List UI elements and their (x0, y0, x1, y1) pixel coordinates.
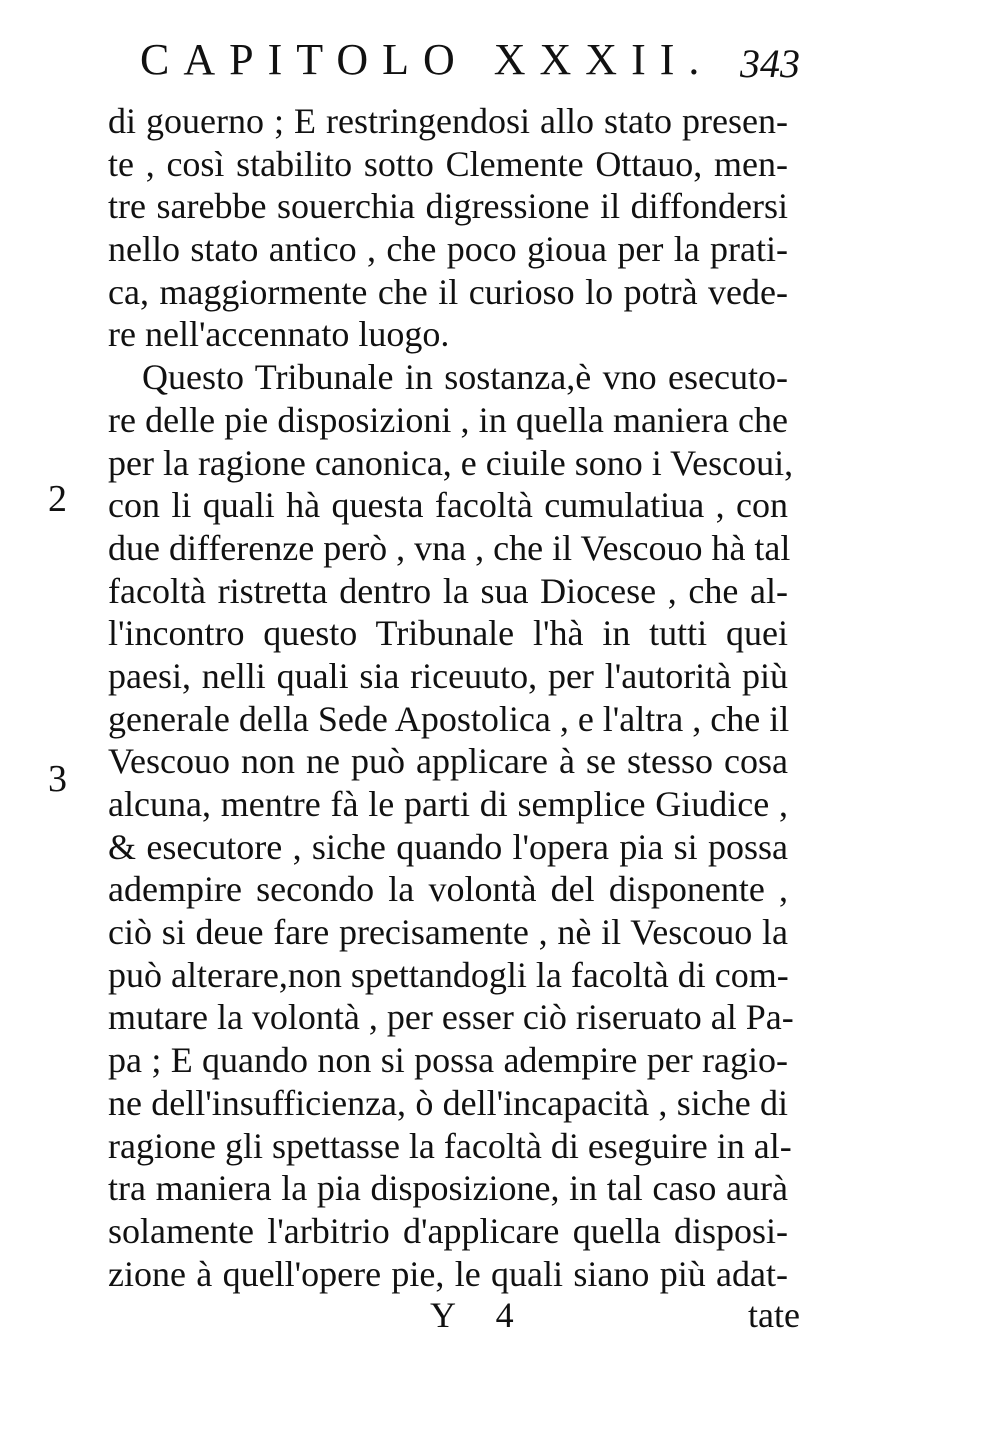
text-line: ragione gli spettasse la facoltà di eseguire in al- (108, 1125, 792, 1166)
text-line: due differenze però , vna , che il Vescouo hà tal (108, 527, 791, 568)
signature-mark: Y 4 (430, 1295, 530, 1335)
text-line: ne dell'insufficienza, ò dell'incapacità , siche di (108, 1082, 788, 1123)
margin-note-3: 3 (48, 758, 67, 800)
text-line: può alterare,non spettandogli la facoltà di com- (108, 954, 789, 995)
text-line: facoltà ristretta dentro la sua Diocese , che al- (108, 570, 788, 611)
page-number: 343 (740, 41, 800, 86)
text-line: te , così stabilito sotto Clemente Ottauo, men- (108, 143, 788, 184)
text-line: nello stato antico , che poco gioua per la prati- (108, 229, 788, 270)
text-line: per la ragione canonica, e ciuile sono i Vescoui, (108, 442, 794, 483)
catchword: tate (748, 1295, 800, 1335)
text-line: Questo Tribunale in sostanza,è vno esecuto- (142, 357, 788, 398)
text-line: paesi, nelli quali sia riceuuto, per l'autorità più (108, 655, 788, 696)
page-header (140, 30, 800, 90)
text-line: pa ; E quando non si possa adempire per ragio- (108, 1040, 788, 1081)
text-line: di gouerno ; E restringendosi allo stato presen- (108, 101, 788, 141)
paragraph-1 (108, 100, 788, 356)
text-line: generale della Sede Apostolica , e l'altra , che il (108, 698, 790, 739)
margin-note-2: 2 (48, 478, 67, 520)
text-line: alcuna, mentre fà le parti di semplice Giudice , (108, 784, 788, 824)
text-line: zione à quell'opere pie, le quali siano più adat- (108, 1253, 788, 1294)
text-line: ciò si deue fare precisamente , nè il Vescouo la (108, 912, 788, 953)
text-line: tra maniera la pia disposizione, in tal caso aurà (108, 1168, 788, 1209)
text-line: tre sarebbe souerchia digressione il diffondersi (108, 186, 788, 227)
text-line: Vescouo non ne può applicare à se stesso cosa (108, 741, 788, 782)
text-line: ca, maggiormente che il curioso lo potrà vede- (108, 271, 788, 312)
text-line: re nell'accennato luogo. (108, 314, 450, 355)
page-footer (390, 1290, 800, 1340)
paragraph-2 (108, 356, 794, 1295)
text-line: solamente l'arbitrio d'applicare quella disposi- (108, 1210, 788, 1251)
text-line: mutare la volontà , per esser ciò riseruato al Pa- (108, 997, 794, 1038)
text-line: re delle pie disposizioni , in quella maniera che (108, 399, 788, 440)
running-title: CAPITOLO XXXII. (140, 35, 714, 84)
text-line: l'incontro questo Tribunale l'hà in tutti quei (108, 613, 788, 654)
text-line: adempire secondo la volontà del disponente , (108, 869, 788, 910)
body-text (108, 100, 794, 1295)
text-line: con li quali hà questa facoltà cumulatiua , con (108, 485, 788, 526)
text-line: & esecutore , siche quando l'opera pia si possa (108, 826, 788, 867)
